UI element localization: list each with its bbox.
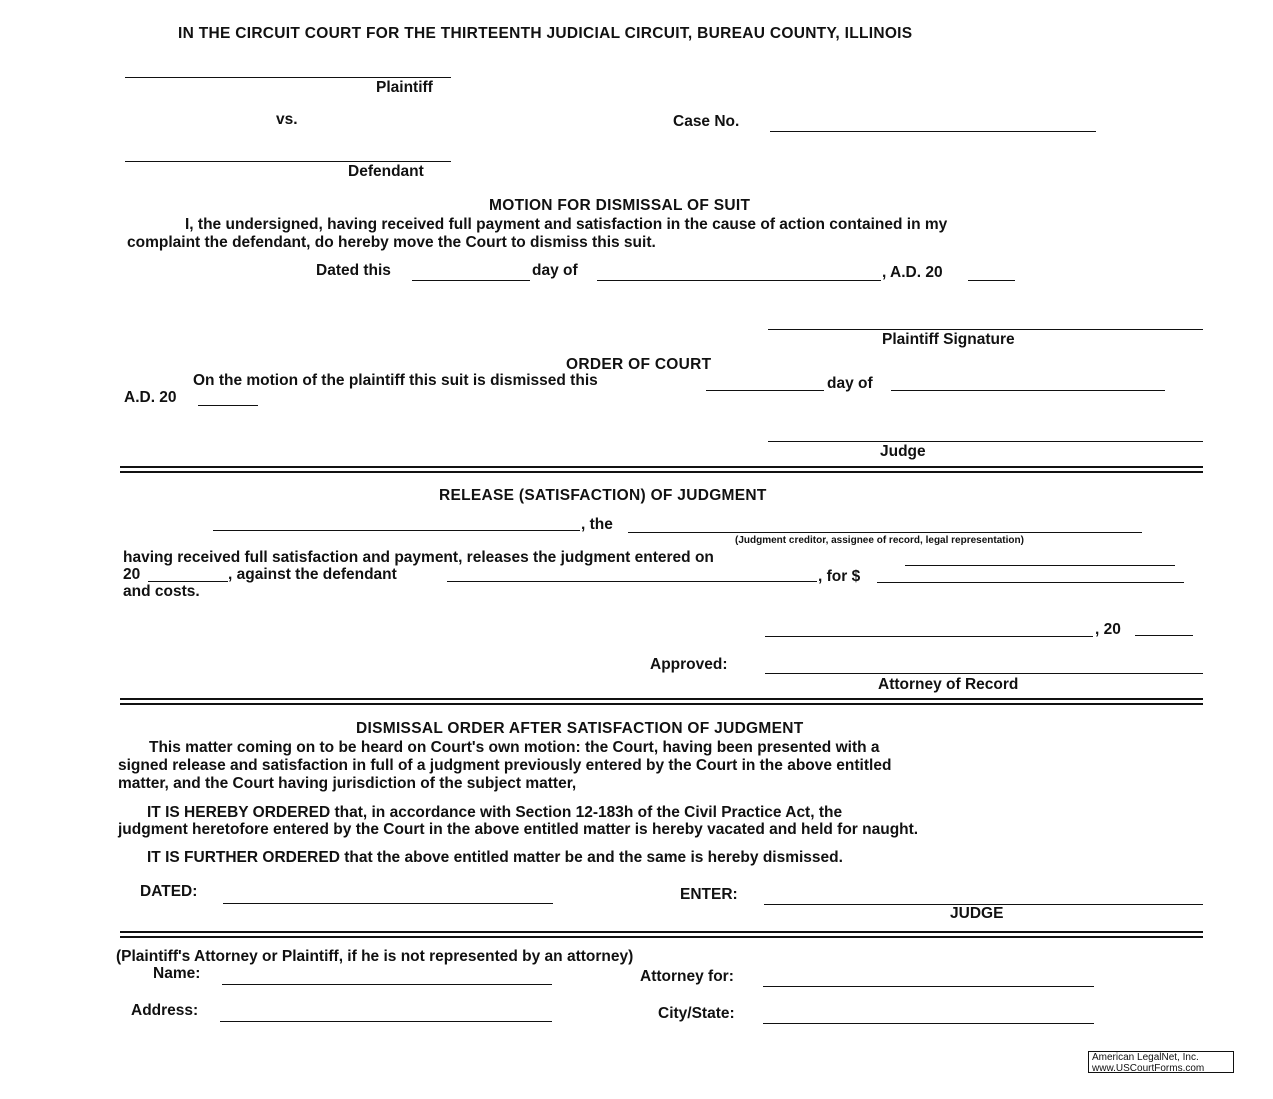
release-text-line-1: having received full satisfaction and payment, releases the judgment entered on (123, 549, 714, 566)
dismissal-para3: IT IS FURTHER ORDERED that the above entitled matter be and the same is hereby dismissed. (147, 849, 843, 866)
amount-label: , for $ (818, 568, 861, 585)
name-label: Name: (153, 965, 201, 982)
defendant-label: Defendant (348, 163, 424, 180)
creditor-line[interactable] (628, 532, 1142, 533)
case-no-line[interactable] (770, 131, 1096, 132)
attorney-of-record-label: Attorney of Record (878, 676, 1019, 693)
motion-year-line[interactable] (968, 280, 1015, 281)
footer-note: (Plaintiff's Attorney or Plaintiff, if he is not represented by an attorney) (116, 948, 634, 965)
dismissal-para1-line2: signed release and satisfaction in full of a judgment previously entered by the Court in the above entitled (118, 757, 892, 774)
motion-day-line[interactable] (412, 280, 530, 281)
defendant-line[interactable] (125, 161, 451, 162)
motion-month-line[interactable] (597, 280, 881, 281)
dated-this-label: Dated this (316, 262, 391, 279)
release-twenty-label: 20 (123, 566, 141, 583)
release-title: RELEASE (SATISFACTION) OF JUDGMENT (439, 487, 767, 504)
defendant-name-line[interactable] (447, 581, 817, 582)
section-divider (120, 703, 1203, 705)
judge-signature-line[interactable] (768, 441, 1203, 442)
order-day-line[interactable] (706, 390, 824, 391)
order-month-line[interactable] (891, 390, 1165, 391)
dismissal-para2-line2: judgment heretofore entered by the Court in the above entitled matter is hereby vacated and held for naught. (118, 821, 919, 838)
judgment-date-line[interactable] (905, 565, 1175, 566)
section-divider (120, 936, 1203, 938)
judge-label: Judge (880, 443, 926, 460)
order-title: ORDER OF COURT (566, 356, 712, 373)
order-day-of-label: day of (827, 375, 873, 392)
case-no-label: Case No. (673, 113, 740, 130)
order-ad20-label: A.D. 20 (124, 389, 177, 406)
motion-text-line-1: I, the undersigned, having received full payment and satisfaction in the cause of action contained in my (185, 216, 948, 233)
publisher-url: www.USCourtForms.com (1092, 1062, 1205, 1074)
city-state-label: City/State: (658, 1005, 735, 1022)
release-the-label: , the (581, 516, 613, 533)
name-line[interactable] (222, 984, 552, 985)
order-year-line[interactable] (198, 405, 258, 406)
address-line[interactable] (220, 1021, 552, 1022)
creditor-note: (Judgment creditor, assignee of record, legal representation) (735, 535, 1024, 546)
judge-final-label: JUDGE (950, 905, 1004, 922)
release-date-line[interactable] (765, 636, 1093, 637)
dismissal-para1-line3: matter, and the Court having jurisdiction of the subject matter, (118, 775, 577, 792)
publisher-name: American LegalNet, Inc. (1092, 1052, 1199, 1063)
section-divider (120, 698, 1203, 700)
releasor-name-line[interactable] (213, 530, 580, 531)
section-divider (120, 466, 1203, 468)
vs-label: vs. (276, 111, 298, 128)
approved-label: Approved: (650, 656, 728, 673)
plaintiff-signature-line[interactable] (768, 329, 1203, 330)
dated-label: DATED: (140, 883, 198, 900)
dismissal-para1-line1: This matter coming on to be heard on Court's own motion: the Court, having been presented with a (149, 739, 880, 756)
dismissal-title: DISMISSAL ORDER AFTER SATISFACTION OF JUDGMENT (356, 720, 804, 737)
publisher-stamp (1088, 1051, 1234, 1073)
against-defendant-label: , against the defendant (228, 566, 397, 583)
section-divider (120, 931, 1203, 933)
motion-ad20-label: , A.D. 20 (882, 264, 943, 281)
motion-day-of-label: day of (532, 262, 578, 279)
release-year-label: , 20 (1095, 621, 1121, 638)
city-state-line[interactable] (763, 1023, 1094, 1024)
dismissal-date-line[interactable] (223, 903, 553, 904)
attorney-for-line[interactable] (763, 986, 1094, 987)
motion-title: MOTION FOR DISMISSAL OF SUIT (489, 197, 751, 214)
release-year-line[interactable] (1135, 635, 1193, 636)
plaintiff-line[interactable] (125, 77, 451, 78)
judgment-year-line[interactable] (148, 581, 228, 582)
attorney-signature-line[interactable] (765, 673, 1203, 674)
order-text-line-1: On the motion of the plaintiff this suit is dismissed this (193, 372, 598, 389)
address-label: Address: (131, 1002, 199, 1019)
plaintiff-signature-label: Plaintiff Signature (882, 331, 1015, 348)
plaintiff-label: Plaintiff (376, 79, 433, 96)
section-divider (120, 471, 1203, 473)
motion-text-line-2: complaint the defendant, do hereby move the Court to dismiss this suit. (127, 234, 656, 251)
dismissal-para2-line1: IT IS HEREBY ORDERED that, in accordance with Section 12-183h of the Civil Practice Act, the (147, 804, 843, 821)
enter-label: ENTER: (680, 886, 738, 903)
court-title: IN THE CIRCUIT COURT FOR THE THIRTEENTH JUDICIAL CIRCUIT, BUREAU COUNTY, ILLINOIS (178, 25, 913, 42)
attorney-for-label: Attorney for: (640, 968, 734, 985)
amount-line[interactable] (877, 582, 1184, 583)
and-costs-label: and costs. (123, 583, 200, 600)
